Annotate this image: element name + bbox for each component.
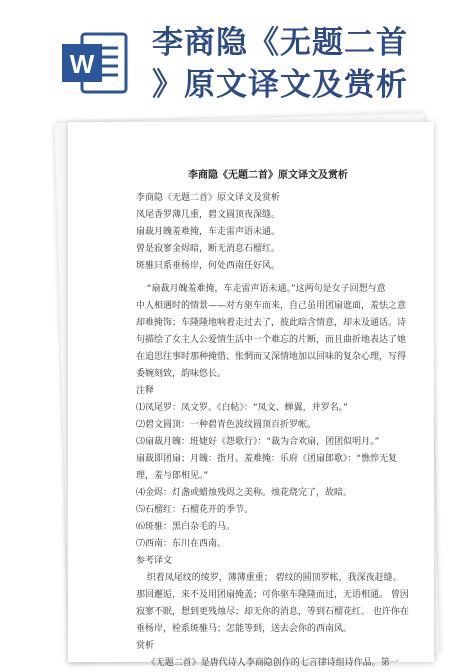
translation-label: 参考译文 xyxy=(136,556,173,566)
analysis-line: 中人相遇时的情景——对方驱车而来，自己虽用团扇遮面，羞怯之意 xyxy=(136,301,407,311)
note-line: ⑸石榴红：石榴花开的季节。 xyxy=(136,505,254,515)
poem-line: 扇裁月魄羞难掩，车走雷声语未通。 xyxy=(136,227,281,237)
analysis-line: 却难掩饰；车隆隆地响着走过去了，彼此暗含情意，却未及通话。诗 xyxy=(136,318,407,328)
word-logo-letter: W xyxy=(69,49,95,79)
translation-line: 寂寥不眠，想到更残烛尽；却无你的消息，等到石榴花红。 也许你在 xyxy=(136,607,409,617)
banner xyxy=(0,0,474,125)
poem-line: 斑骓只系垂杨岸，何处西南任好风。 xyxy=(136,261,281,271)
note-line: ⑹斑骓：黑白杂毛的马。 xyxy=(136,522,236,532)
title-line-2: 》原文译文及赏析 xyxy=(152,67,408,103)
document-heading: 李商隐《无题二首》原文译文及赏析 xyxy=(136,193,281,203)
appreciation-line: 《无题二首》是唐代诗人李商隐创作的七言律诗组诗作品。第一 xyxy=(146,658,399,668)
translation-line: 那回邂逅，来不及用团扇掩盖；可你驱车隆隆而过，无语相通。 曾因 xyxy=(136,590,409,600)
analysis-line: 委婉刻致，韵味悠长。 xyxy=(136,369,227,379)
notes-label: 注释 xyxy=(136,386,155,396)
note-line: 扇裁即团扇；月魄：指月。羞难掩：乐府《团扇郎歌》：“憔悴无复 xyxy=(136,454,398,464)
note-line: ⑴凤尾罗：凤文罗。《白帖》：“凤文、蝉翼，并罗名。” xyxy=(136,403,348,413)
note-line: ⑵碧文圆顶：一种碧青色波纹圆顶百折罗帐。 xyxy=(136,420,317,430)
document-body xyxy=(136,167,426,672)
note-line: 理，羞与郎相见。” xyxy=(136,471,209,481)
poem-line: 曾是寂寥金烬暗，断无消息石榴红。 xyxy=(136,244,281,254)
analysis-line: “扇裁月魄羞难掩，车走雷声语未通。”这两句是女子回想与意 xyxy=(146,284,386,294)
note-line: ⑶扇裁月魄：班婕好《怨歌行》：“裁为合欢扇，团团似明月。” xyxy=(136,437,380,447)
appreciation-label: 赏析 xyxy=(136,641,155,651)
analysis-line: 句描绘了女主人公爱情生活中一个难忘的片断，而且曲折地表达了她 xyxy=(136,335,407,345)
word-doc-icon xyxy=(60,30,130,96)
translation-line: 垂杨岸，栓系斑骓马；怎能等到，送去会你的西南风。 xyxy=(136,624,353,634)
note-line: ⑺西南：东川在西南。 xyxy=(136,539,227,549)
translation-line: 织着凤尾纹的绫罗，薄薄重重； 碧纹的圆顶罗帐，我深夜赶缝。 xyxy=(146,573,402,583)
document-title: 李商隐《无题二首》原文译文及赏析 xyxy=(188,170,348,181)
poem-line: 凤尾香罗薄几重，碧文圆顶夜深缝。 xyxy=(136,210,281,220)
analysis-line: 在追思往事时那种掩惜、怅惘而又深情地加以回味的复杂心理，写得 xyxy=(136,352,407,362)
document-page xyxy=(68,122,434,668)
title-line-1: 李商隐《无题二首 xyxy=(152,25,408,61)
note-line: ⑷金烬：灯盏或蜡烛残烬之美称。烛花烧完了，故暗。 xyxy=(136,488,353,498)
page-title xyxy=(152,22,462,106)
